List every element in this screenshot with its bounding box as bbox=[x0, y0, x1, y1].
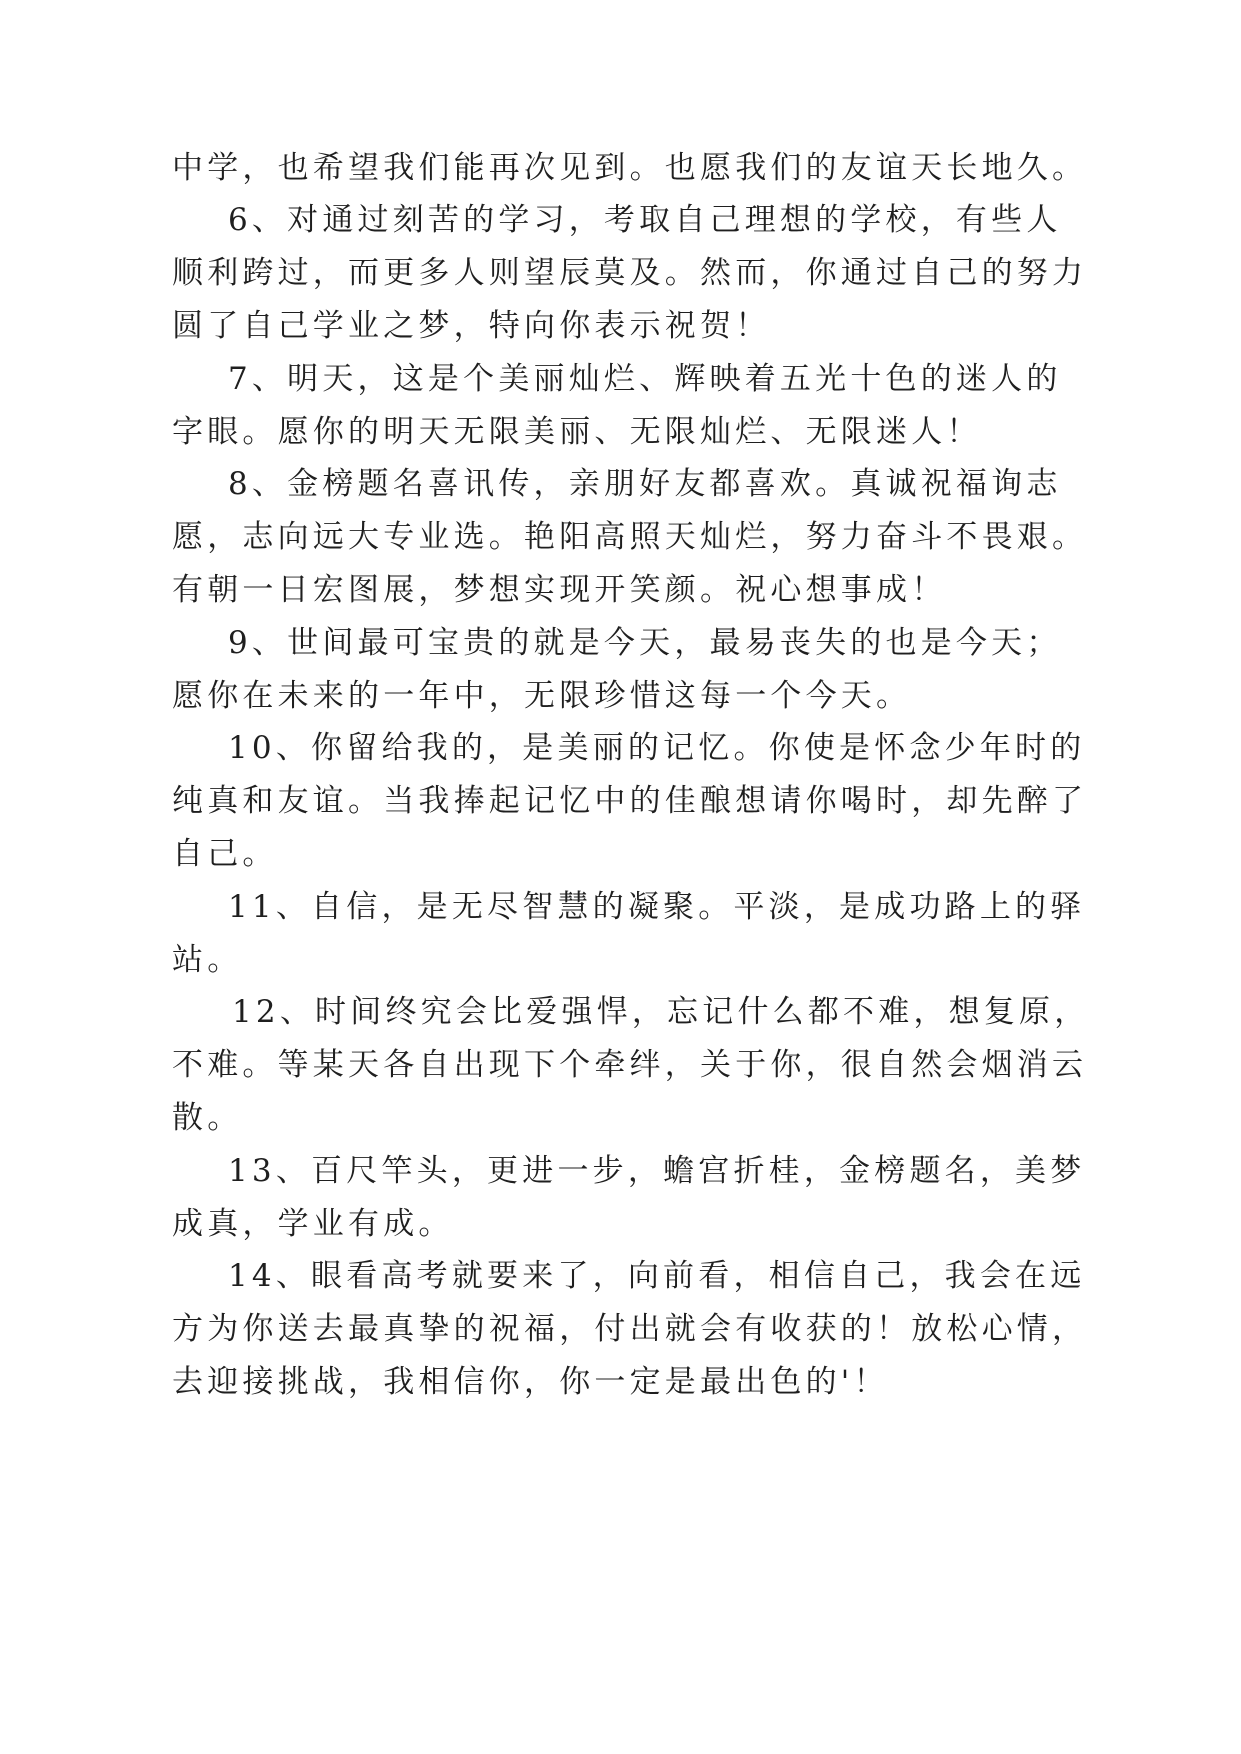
text-line: 去迎接挑战，我相信你，你一定是最出色的'！ bbox=[172, 1364, 889, 1400]
text-line: 7、明天，这是个美丽灿烂、辉映着五光十色的迷人的 bbox=[228, 361, 1062, 397]
text-line: 散。 bbox=[172, 1100, 243, 1136]
text-line: 11、自信，是无尽智慧的凝聚。平淡，是成功路上的驿 bbox=[228, 889, 1086, 925]
text-line: 14、眼看高考就要来了，向前看，相信自己，我会在远 bbox=[228, 1258, 1086, 1294]
text-line: 不难。等某天各自出现下个牵绊，关于你，很自然会烟消云 bbox=[172, 1047, 1088, 1083]
text-line: 有朝一日宏图展，梦想实现开笑颜。祝心想事成！ bbox=[172, 572, 947, 608]
text-line: 方为你送去最真挚的祝福，付出就会有收获的！放松心情， bbox=[172, 1311, 1088, 1347]
text-line: 8、金榜题名喜讯传，亲朋好友都喜欢。真诚祝福询志 bbox=[228, 466, 1062, 502]
text-line: 成真，学业有成。 bbox=[172, 1206, 454, 1242]
text-line: 6、对通过刻苦的学习，考取自己理想的学校，有些人 bbox=[228, 202, 1062, 238]
text-line: 10、你留给我的，是美丽的记忆。你使是怀念少年时的 bbox=[228, 730, 1086, 766]
text-line: 13、百尺竿头，更进一步，蟾宫折桂，金榜题名，美梦 bbox=[228, 1153, 1086, 1189]
text-line: 顺利跨过，而更多人则望辰莫及。然而，你通过自己的努力 bbox=[172, 255, 1088, 291]
text-line: 12、时间终究会比爱强悍，忘记什么都不难，想复原， bbox=[232, 994, 1090, 1030]
text-line: 9、世间最可宝贵的就是今天，最易丧失的也是今天； bbox=[228, 625, 1062, 661]
text-line: 字眼。愿你的明天无限美丽、无限灿烂、无限迷人！ bbox=[172, 414, 982, 450]
text-line: 自己。 bbox=[172, 836, 278, 872]
text-line: 站。 bbox=[172, 942, 243, 978]
text-line: 圆了自己学业之梦，特向你表示祝贺！ bbox=[172, 308, 771, 344]
text-line: 愿你在未来的一年中，无限珍惜这每一个今天。 bbox=[172, 678, 912, 714]
text-line: 愿，志向远大专业选。艳阳高照天灿烂，努力奋斗不畏艰。 bbox=[172, 519, 1088, 555]
text-line: 中学，也希望我们能再次见到。也愿我们的友谊天长地久。 bbox=[172, 150, 1088, 186]
text-line: 纯真和友谊。当我捧起记忆中的佳酿想请你喝时，却先醉了 bbox=[172, 783, 1088, 819]
